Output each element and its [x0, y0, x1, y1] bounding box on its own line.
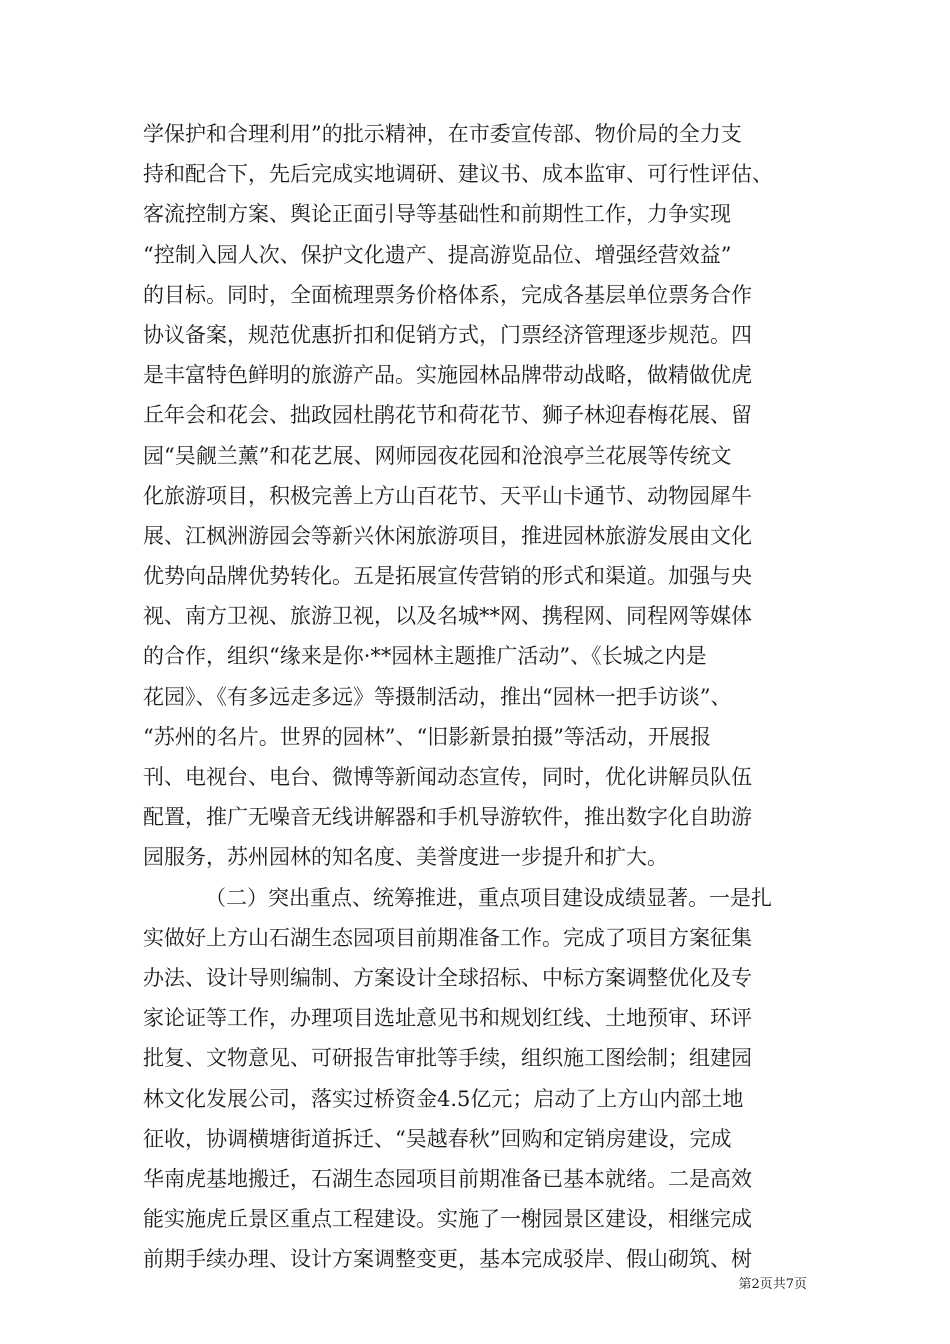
text-line: 化旅游项目，积极完善上方山百花节、天平山卡通节、动物园犀牛 — [143, 483, 752, 508]
text-line: 家论证等工作，办理项目选址意见书和规划红线、土地预审、环评 — [143, 1006, 752, 1031]
text-line: 华南虎基地搬迁，石湖生态园项目前期准备已基本就绪。二是高效 — [143, 1166, 752, 1191]
text-line: 学保护和合理利用”的批示精神，在市委宣传部、物价局的全力支 — [143, 122, 742, 146]
text-line: 花园》、《有多远走多远》等摄制活动，推出“园林一把手访谈”、 — [143, 684, 732, 709]
text-line: 刊、电视台、电台、微博等新闻动态宣传，同时，优化讲解员队伍 — [143, 765, 752, 789]
text-line: 的合作，组织“缘来是你·**园林主题推广活动”、《长城之内是 — [143, 644, 707, 669]
text-line: 办法、设计导则编制、方案设计全球招标、中标方案调整优化及专 — [143, 965, 752, 990]
text-line: 征收，协调横塘街道拆迁、“吴越春秋”回购和定销房建设，完成 — [143, 1126, 732, 1151]
text-line: 客流控制方案、舆论正面引导等基础性和前期性工作，力争实现 — [143, 202, 731, 227]
text-line: 林文化发展公司，落实过桥资金4.5亿元；启动了上方山内部土地 — [143, 1086, 744, 1111]
text-line: 园“吴觎兰薰”和花艺展、网师园夜花园和沧浪亭兰花展等传统文 — [143, 443, 732, 468]
body-text — [143, 114, 823, 1279]
text-line: 配置，推广无噪音无线讲解器和手机导游软件，推出数字化自助游 — [143, 805, 752, 830]
text-line: 丘年会和花会、拙政园杜鹃花节和荷花节、狮子林迎春梅花展、留 — [143, 403, 752, 428]
text-line: 园服务，苏州园林的知名度、美誉度进一步提升和扩大。 — [143, 845, 668, 870]
text-line: 批复、文物意见、可研报告审批等手续，组织施工图绘制；组建园 — [143, 1046, 752, 1071]
text-line: 前期手续办理、设计方案调整变更，基本完成驳岸、假山砌筑、树 — [143, 1247, 752, 1272]
text-line: “控制入园人次、保护文化遗产、提高游览品位、增强经营效益” — [143, 242, 732, 267]
text-line: 能实施虎丘景区重点工程建设。实施了一榭园景区建设，相继完成 — [143, 1207, 752, 1232]
text-line: 协议备案，规范优惠折扣和促销方式，门票经济管理逐步规范。四 — [143, 322, 752, 347]
text-line: 视、南方卫视、旅游卫视，以及名城**网、携程网、同程网等媒体 — [143, 604, 752, 629]
text-line: “苏州的名片。世界的园林”、“旧影新景拍摄”等活动，开展报 — [143, 724, 711, 749]
page-number: 第2页共7页 — [738, 1277, 807, 1292]
section-heading-line: （二）突出重点、统筹推进，重点项目建设成绩显著。一是扎 — [205, 885, 772, 910]
text-line: 实做好上方山石湖生态园项目前期准备工作。完成了项目方案征集 — [143, 925, 752, 950]
text-line: 展、江枫洲游园会等新兴休闲旅游项目，推进园林旅游发展由文化 — [143, 523, 752, 548]
text-line: 持和配合下，先后完成实地调研、建议书、成本监审、可行性评估、 — [143, 162, 773, 187]
text-line: 优势向品牌优势转化。五是拓展宣传营销的形式和渠道。加强与央 — [143, 564, 752, 589]
text-line: 是丰富特色鲜明的旅游产品。实施园林品牌带动战略，做精做优虎 — [143, 363, 752, 388]
text-line: 的目标。同时，全面梳理票务价格体系，完成各基层单位票务合作 — [143, 282, 752, 307]
